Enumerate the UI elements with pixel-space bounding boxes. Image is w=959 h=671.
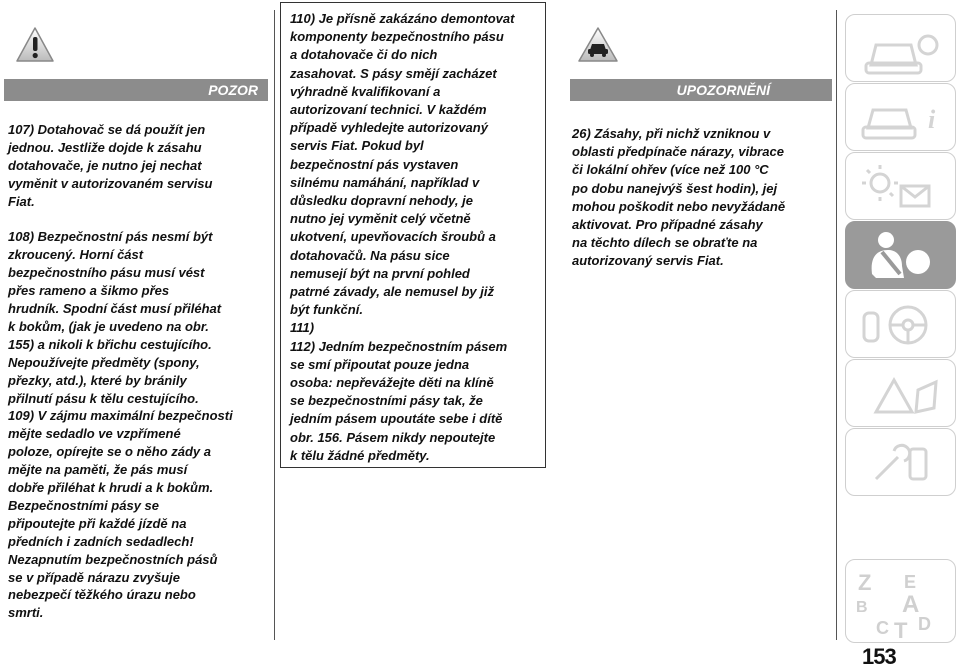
text-line: Fiat. <box>8 193 35 209</box>
text-line: mějte na paměti, že pás musí <box>8 462 188 478</box>
text-line: zkroucený. Horní část <box>8 247 144 263</box>
warning-symbol-icon <box>15 26 55 64</box>
text-line: zasahovat. S pásy smějí zacházet <box>290 65 497 81</box>
text-line: jednou. Jestliže dojde k zásahu <box>8 139 202 155</box>
text-line: poloze, opírejte se o něho zády a <box>8 444 211 460</box>
text-line: se v případě nárazu zvyšuje <box>8 569 180 585</box>
left-warning-text <box>8 121 270 621</box>
text-line: Nezapnutím bezpečnostních pásů <box>8 551 218 567</box>
index-letter: D <box>918 614 931 634</box>
steering-wheel-icon[interactable] <box>845 290 956 358</box>
text-line: obr. 156. Pásem nikdy nepoutejte <box>290 429 496 445</box>
text-line: dobře přiléhat k hrudi a k bokům. <box>8 480 214 495</box>
text-line: 108) Bezpečnostní pás nesmí být <box>8 229 213 245</box>
text-line: dotahovače, je nutno jej nechat <box>8 157 202 173</box>
text-line: 155) a nikoli k břichu cestujícího. <box>8 336 212 352</box>
text-line: ukotvení, upevňovacích šroubů a <box>290 229 496 245</box>
column-divider-left <box>274 10 275 640</box>
index-letter: C <box>876 618 889 638</box>
car-i-icon[interactable] <box>845 83 956 151</box>
middle-warning-text <box>290 10 542 465</box>
seatbelt-airbag-icon[interactable] <box>845 221 956 289</box>
text-line: k bokům, (jak je uvedeno na obr. <box>8 318 209 334</box>
text-line: 26) Zásahy, při nichž vzniknou v <box>572 126 771 141</box>
index-letter: A <box>902 591 920 618</box>
text-line: nemusejí být na první pohled <box>290 265 470 281</box>
text-line: nebezpečí těžkého úrazu nebo <box>8 587 196 603</box>
text-line: Nepoužívejte předměty (spony, <box>8 354 200 370</box>
text-line: mějte sedadlo ve vzpřímené <box>8 426 181 442</box>
text-line: aktivovat. Pro případné zásahy <box>572 217 763 232</box>
pozor-header: POZOR <box>4 79 268 101</box>
text-line: dotahovačů. Na pásu sice <box>290 247 450 263</box>
svg-text:i: i <box>928 105 936 134</box>
text-line: na těchto dílech se obraťte na <box>572 235 758 251</box>
text-line: k tělu žádné předměty. <box>290 447 430 463</box>
text-line: se smí připoutat pouze jedna <box>290 356 470 372</box>
text-line: přes rameno a šikmo přes <box>8 283 170 299</box>
right-warning-text <box>572 125 834 275</box>
text-line: výhradně kvalifikovaní a <box>290 83 441 99</box>
index-letter: T <box>894 618 908 643</box>
index-letter: B <box>856 599 868 616</box>
text-line: důsledku dopravní nehody, je <box>290 193 473 208</box>
tools-icon[interactable] <box>845 428 956 496</box>
page-number: 153 <box>862 644 896 669</box>
index-letter: Z <box>858 570 872 595</box>
text-line: 107) Dotahovač se dá použít jen <box>8 122 206 137</box>
text-line: osoba: nepřevážejte děti na klíně <box>290 375 494 390</box>
text-line: Bezpečnostními pásy se <box>8 497 159 513</box>
warning-triangle-icon[interactable] <box>845 359 956 427</box>
text-line: a dotahovače či do nich <box>290 47 438 63</box>
text-line: patrné závady, ale nemusel by již <box>290 284 494 299</box>
text-line: jedním pásem upoutáte sebe i dítě <box>290 411 503 427</box>
text-line: 112) Jedním bezpečnostním pásem <box>290 338 508 354</box>
text-line: vyměnit v autorizovaném servisu <box>8 175 213 191</box>
text-line: smrti. <box>8 605 44 621</box>
text-line: autorizovaní technici. V každém <box>290 102 487 117</box>
text-line: bezpečnostního pásu musí vést <box>8 265 205 281</box>
car-info-icon[interactable] <box>845 14 956 82</box>
alphabet-index-icon[interactable] <box>845 559 956 643</box>
text-line: autorizovaný servis Fiat. <box>572 253 724 269</box>
text-line: po dobu nanejvýš šest hodin), jej <box>572 180 778 196</box>
text-line: přilnutí pásu k tělu cestujícího. <box>8 390 199 406</box>
text-line: komponenty bezpečnostního pásu <box>290 29 504 45</box>
text-line: se bezpečnostními pásy tak, že <box>290 393 483 409</box>
dashboard-lights-icon[interactable] <box>845 152 956 220</box>
text-line: 111) <box>290 320 315 336</box>
sidebar-tabs <box>845 14 959 654</box>
text-line: mohou poškodit nebo nevyžádaně <box>572 198 786 214</box>
index-letter: E <box>904 572 917 592</box>
text-line: bezpečnostní pás vystaven <box>290 156 459 172</box>
text-line: servis Fiat. Pokud byl <box>290 138 424 154</box>
text-line: či lokální ohřev (více než 100 °C <box>572 162 769 178</box>
text-line: nutno jej vyměnit celý včetně <box>290 211 471 227</box>
text-line: být funkční. <box>290 302 363 318</box>
text-line: silnému namáhání, například v <box>290 174 480 190</box>
text-line: připoutejte při každé jízdě na <box>8 515 187 531</box>
text-line: hrudník. Spodní část musí přiléhat <box>8 301 222 316</box>
middle-warning-box <box>280 2 546 468</box>
upozorneni-header: UPOZORNĚNÍ <box>570 79 832 101</box>
text-line: přezky, atd.), které by bránily <box>8 372 187 388</box>
text-line: oblasti předpínače nárazy, vibrace <box>572 144 784 160</box>
car-warning-symbol-icon <box>576 26 620 64</box>
text-line: předních i zadních sedadlech! <box>8 533 194 549</box>
column-divider-right <box>836 10 837 640</box>
text-line: případě vyhledejte autorizovaný <box>290 120 488 136</box>
text-line: 110) Je přísně zakázáno demontovat <box>290 11 515 26</box>
text-line: 109) V zájmu maximální bezpečnosti <box>8 408 233 424</box>
